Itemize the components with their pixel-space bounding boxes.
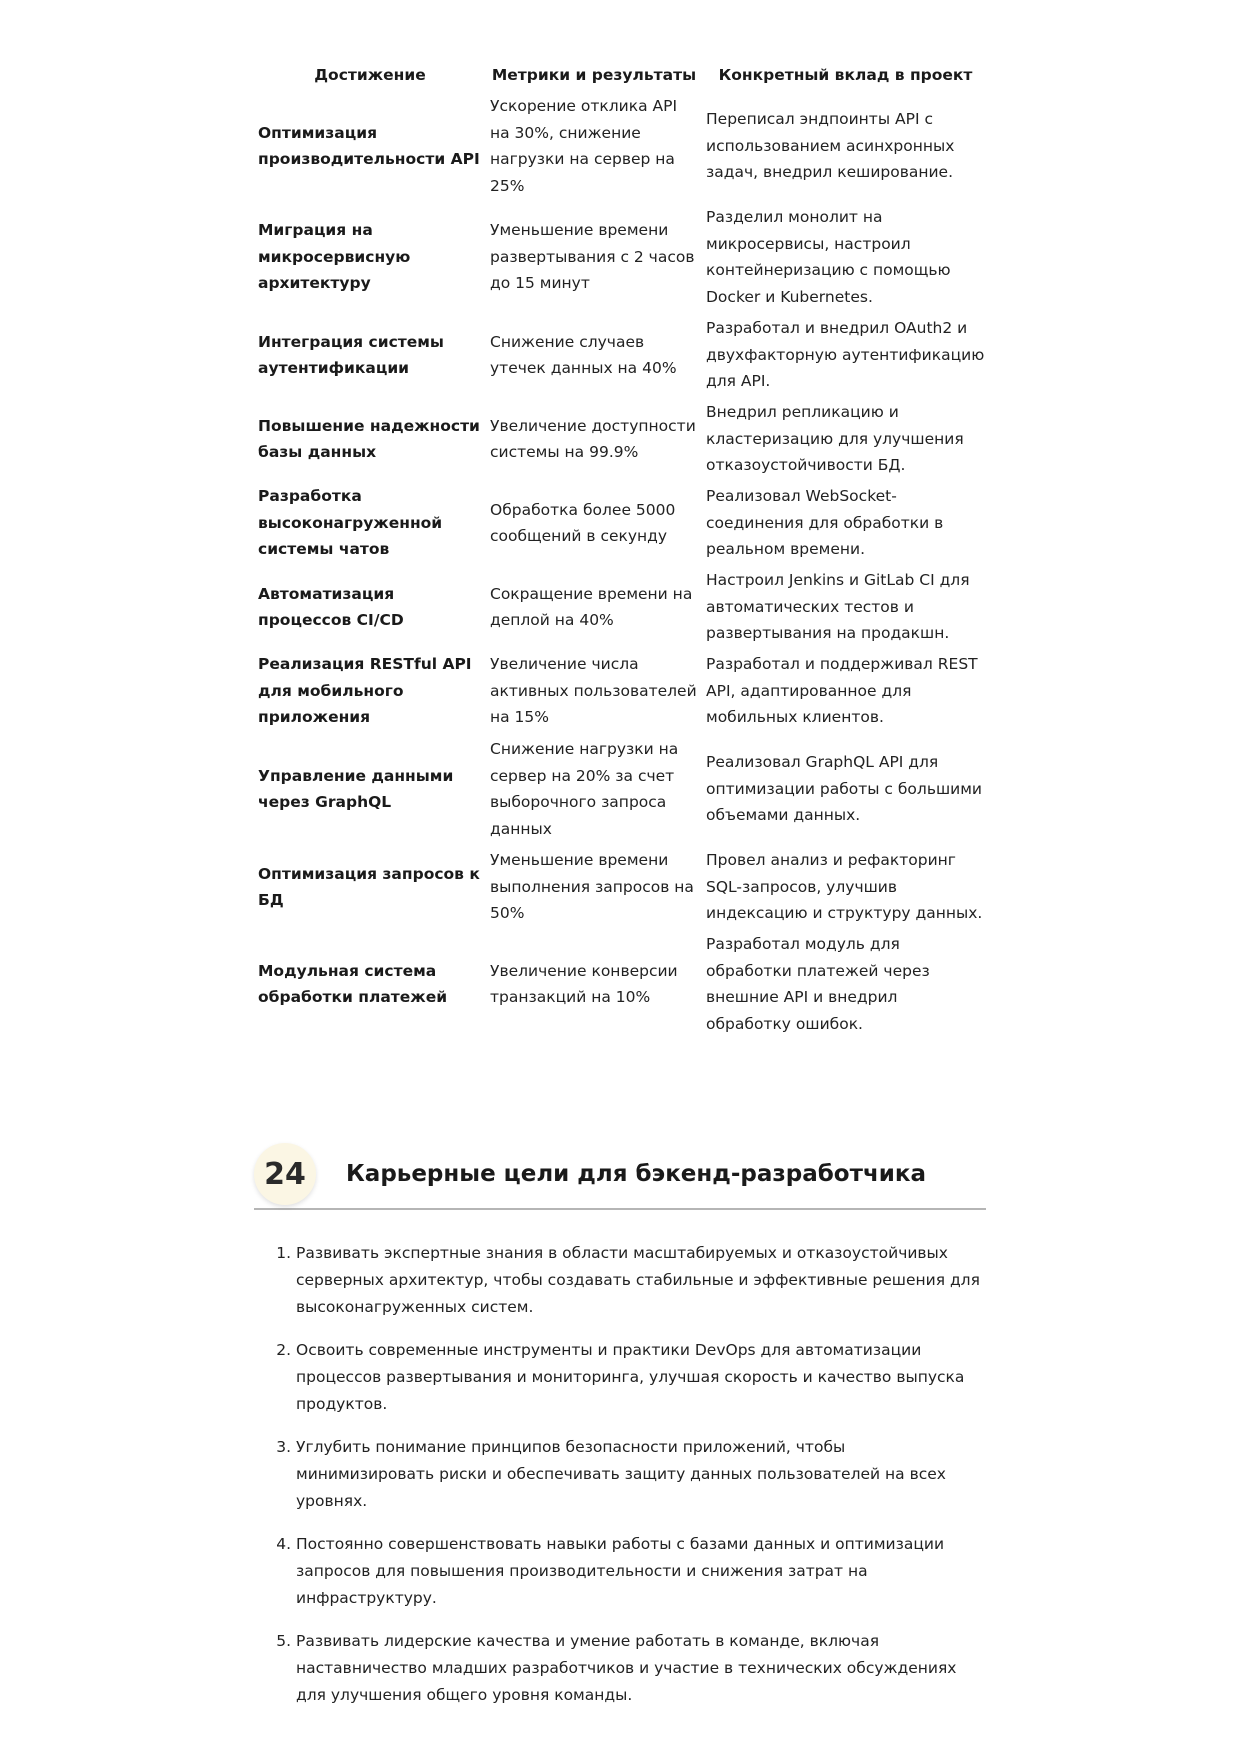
career-goals-list bbox=[254, 1240, 986, 1709]
table-row bbox=[254, 397, 989, 481]
cell-metrics: Уменьшение времени развертывания с 2 часов до 15 минут bbox=[490, 221, 695, 293]
header-achievement: Достижение bbox=[314, 66, 426, 85]
table-row bbox=[254, 929, 989, 1039]
section-number-badge: 24 bbox=[254, 1143, 316, 1205]
header-contribution: Конкретный вклад в проект bbox=[718, 66, 973, 85]
cell-metrics: Увеличение конверсии транзакций на 10% bbox=[490, 961, 678, 1006]
cell-contribution: Разделил монолит на микросервисы, настроил контейнеризацию с помощью Docker и Kubernetes. bbox=[706, 208, 951, 306]
cell-achievement: Повышение надежности базы данных bbox=[258, 416, 480, 461]
table-row bbox=[254, 733, 989, 845]
achievements-table bbox=[254, 62, 989, 1039]
table-row bbox=[254, 565, 989, 649]
table-row bbox=[254, 845, 989, 929]
cell-achievement: Оптимизация запросов к БД bbox=[258, 864, 480, 909]
cell-metrics: Уменьшение времени выполнения запросов на 50% bbox=[490, 851, 694, 923]
cell-achievement: Оптимизация производительности API bbox=[258, 123, 480, 168]
cell-achievement: Модульная система обработки платежей bbox=[258, 961, 448, 1006]
list-item: 2. Освоить современные инструменты и практики DevOps для автоматизации процессов развертывания и мониторинга, улучшая скорость и качество выпуска продуктов. bbox=[296, 1337, 986, 1418]
list-item: 4. Постоянно совершенствовать навыки работы с базами данных и оптимизации запросов для повышения производительности и снижения затрат на инфраструктуру. bbox=[296, 1531, 986, 1612]
cell-contribution: Провел анализ и рефакторинг SQL-запросов, улучшив индексацию и структуру данных. bbox=[706, 851, 983, 923]
list-item: 5. Развивать лидерские качества и умение работать в команде, включая наставничество младших разработчиков и участие в технических обсуждениях для улучшения общего уровня команды. bbox=[296, 1628, 986, 1709]
cell-achievement: Интеграция системы аутентификации bbox=[258, 332, 444, 377]
cell-contribution: Разработал и поддерживал REST API, адаптированное для мобильных клиентов. bbox=[706, 655, 978, 727]
cell-contribution: Переписал эндпоинты API с использованием асинхронных задач, внедрил кеширование. bbox=[706, 110, 955, 182]
cell-achievement: Разработка высоконагруженной системы чатов bbox=[258, 487, 443, 559]
table-row bbox=[254, 649, 989, 733]
cell-achievement: Реализация RESTful API для мобильного приложения bbox=[258, 655, 472, 727]
cell-achievement: Автоматизация процессов CI/CD bbox=[258, 584, 404, 629]
list-item: 3. Углубить понимание принципов безопасности приложений, чтобы минимизировать риски и обеспечивать защиту данных пользователей на всех уровнях. bbox=[296, 1434, 986, 1515]
cell-metrics: Снижение нагрузки на сервер на 20% за счет выборочного запроса данных bbox=[490, 740, 679, 838]
table-row bbox=[254, 481, 989, 565]
section-title: Карьерные цели для бэкенд-разработчика bbox=[346, 1161, 926, 1187]
section-header bbox=[254, 1140, 986, 1210]
cell-achievement: Миграция на микросервисную архитектуру bbox=[258, 221, 411, 293]
cell-metrics: Увеличение доступности системы на 99.9% bbox=[490, 416, 696, 461]
achievements-table-wrapper bbox=[254, 62, 989, 1039]
cell-contribution: Реализовал GraphQL API для оптимизации работы с большими объемами данных. bbox=[706, 753, 982, 825]
table-header-row bbox=[254, 62, 989, 91]
cell-metrics: Снижение случаев утечек данных на 40% bbox=[490, 332, 677, 377]
cell-metrics: Ускорение отклика API на 30%, снижение нагрузки на сервер на 25% bbox=[490, 97, 678, 195]
cell-achievement: Управление данными через GraphQL bbox=[258, 766, 454, 811]
cell-contribution: Разработал модуль для обработки платежей через внешние API и внедрил обработку ошибок. bbox=[706, 935, 930, 1033]
table-row bbox=[254, 201, 989, 313]
cell-contribution: Реализовал WebSocket-соединения для обработки в реальном времени. bbox=[706, 487, 944, 559]
cell-contribution: Настроил Jenkins и GitLab CI для автоматических тестов и развертывания на продакшн. bbox=[706, 571, 970, 643]
table-row bbox=[254, 313, 989, 397]
table-row bbox=[254, 91, 989, 201]
cell-contribution: Разработал и внедрил OAuth2 и двухфакторную аутентификацию для API. bbox=[706, 319, 985, 391]
cell-metrics: Увеличение числа активных пользователей на 15% bbox=[490, 655, 697, 727]
career-goals-section bbox=[254, 1140, 986, 1725]
cell-metrics: Обработка более 5000 сообщений в секунду bbox=[490, 500, 676, 545]
header-metrics: Метрики и результаты bbox=[491, 66, 697, 85]
cell-metrics: Сокращение времени на деплой на 40% bbox=[490, 584, 693, 629]
cell-contribution: Внедрил репликацию и кластеризацию для улучшения отказоустойчивости БД. bbox=[706, 403, 964, 475]
list-item: 1. Развивать экспертные знания в области масштабируемых и отказоустойчивых серверных архитектур, чтобы создавать стабильные и эффективные решения для высоконагруженных систем. bbox=[296, 1240, 986, 1321]
